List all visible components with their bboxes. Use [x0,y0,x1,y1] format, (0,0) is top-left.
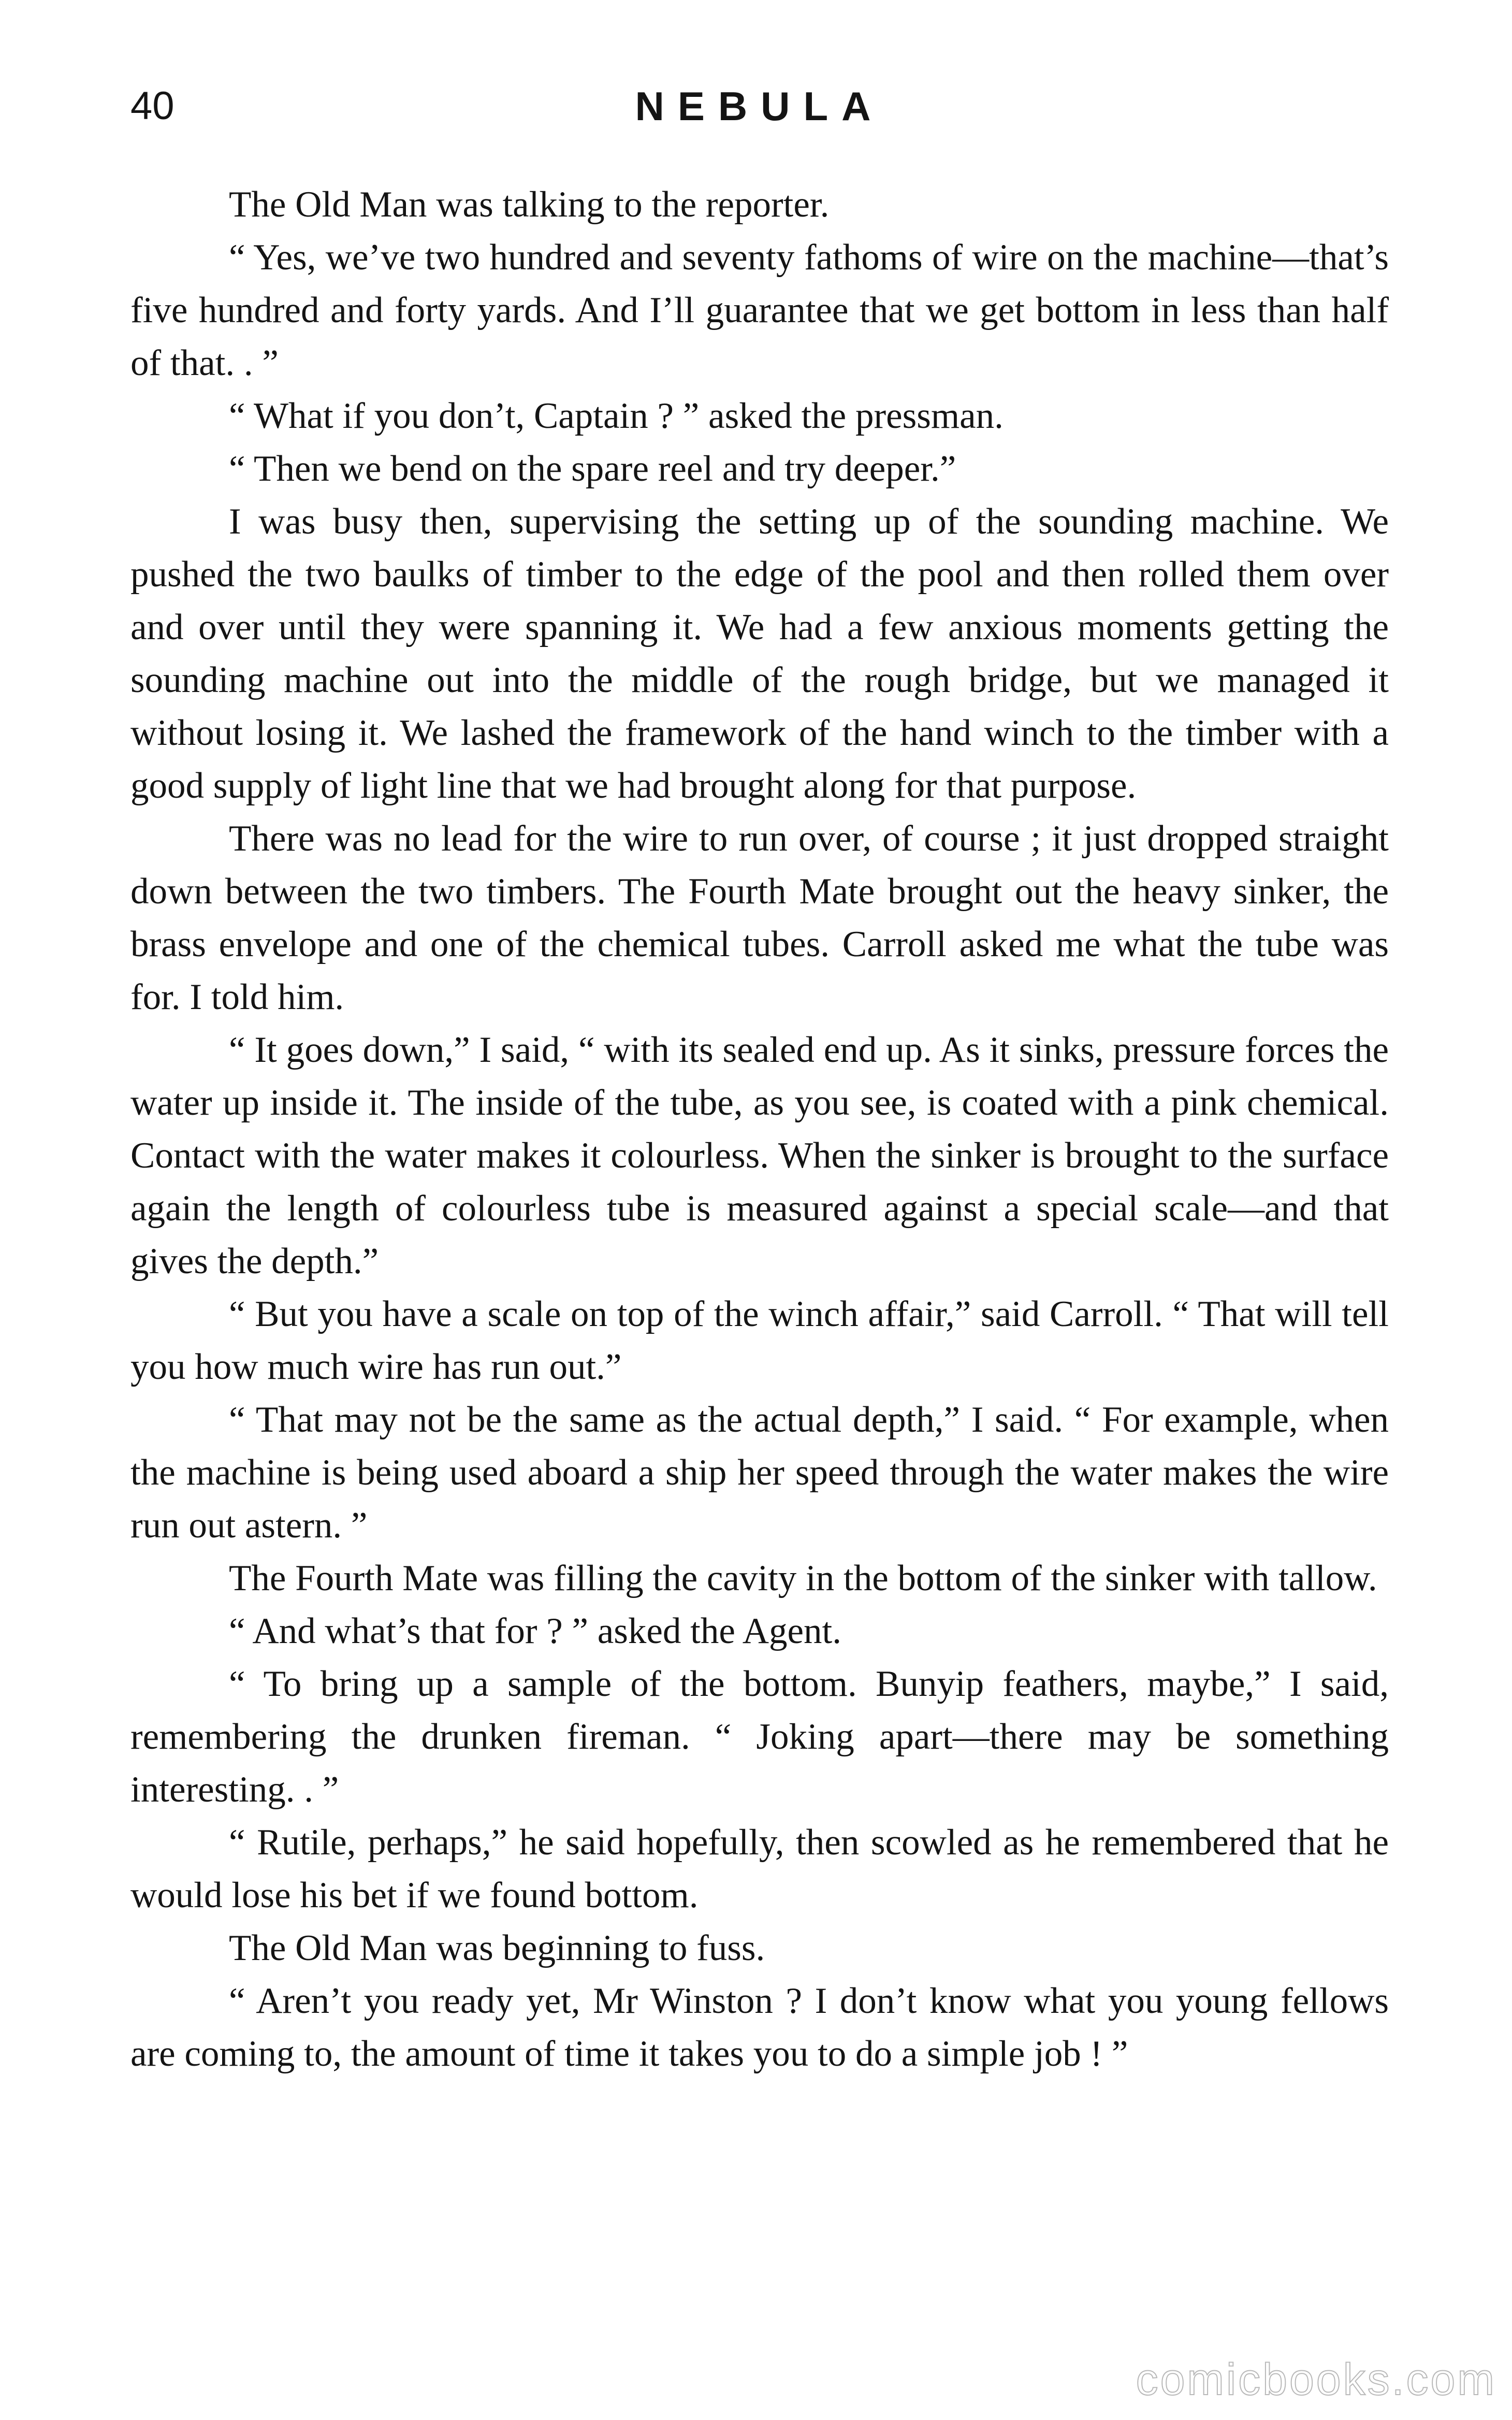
paragraph-14: The Old Man was beginning to fuss. [229,1928,765,1968]
paragraph-4: “ Then we bend on the spare reel and try deeper.” [229,449,956,489]
paragraph-1: The Old Man was talking to the reporter. [229,184,830,225]
paragraph-7: “ It goes down,” I said, “ with its sealed end up. As it sinks, pressure forces the water up inside it. The inside of the tube, as you see, is coated with a pink chemical. Contact with the water makes it colourless. When the sinker is brought to the surface again the length of colourless tube is measured against a special scale—and that gives the depth.” [130,1030,1389,1281]
paragraph-3: “ What if you don’t, Captain ? ” asked the pressman. [229,396,1004,436]
paragraph-6: There was no lead for the wire to run over, of course ; it just dropped straight down between the two timbers. The Fourth Mate brought out the heavy sinker, the brass envelope and one of the chemical tubes. Carroll asked me what the tube was for. I told him. [130,818,1389,1017]
paragraph-8: “ But you have a scale on top of the winch affair,” said Carroll. “ That will tell you how much wire has run out.” [130,1294,1389,1387]
paragraph-15: “ Aren’t you ready yet, Mr Winston ? I don’t know what you young fellows are coming to, the amount of time it takes you to do a simple job ! ” [130,1981,1389,2074]
paragraph-13: “ Rutile, perhaps,” he said hopefully, then scowled as he remembered that he would lose his bet if we found bottom. [130,1822,1389,1915]
page-header [130,78,1389,135]
page-number: 40 [130,84,175,128]
paragraph-5: I was busy then, supervising the setting up of the sounding machine. We pushed the two baulks of timber to the edge of the pool and then rolled them over and over until they were spanning it. We had a few anxious moments getting the sounding machine out into the middle of the rough bridge, but we managed it without losing it. We lashed the framework of the hand winch to the timber with a good supply of light line that we had brought along for that purpose. [130,501,1389,806]
paragraph-2: “ Yes, we’ve two hundred and seventy fathoms of wire on the machine—that’s five hundred and forty yards. And I’ll guarantee that we get bottom in less than half of that. . ” [130,237,1389,383]
body-text [130,178,1389,2080]
paragraph-9: “ That may not be the same as the actual depth,” I said. “ For example, when the machine is being used aboard a ship her speed through the water makes the wire run out astern. ” [130,1400,1389,1546]
paragraph-12: “ To bring up a sample of the bottom. Bunyip feathers, maybe,” I said, remembering the drunken fireman. “ Joking apart—there may be something interesting. . ” [130,1664,1389,1810]
paragraph-11: “ And what’s that for ? ” asked the Agent. [229,1611,842,1651]
site-watermark: comicbooks.com [1136,2355,1496,2404]
paragraph-10: The Fourth Mate was filling the cavity in the bottom of the sinker with tallow. [229,1558,1377,1598]
running-head-title: NEBULA [635,83,884,129]
